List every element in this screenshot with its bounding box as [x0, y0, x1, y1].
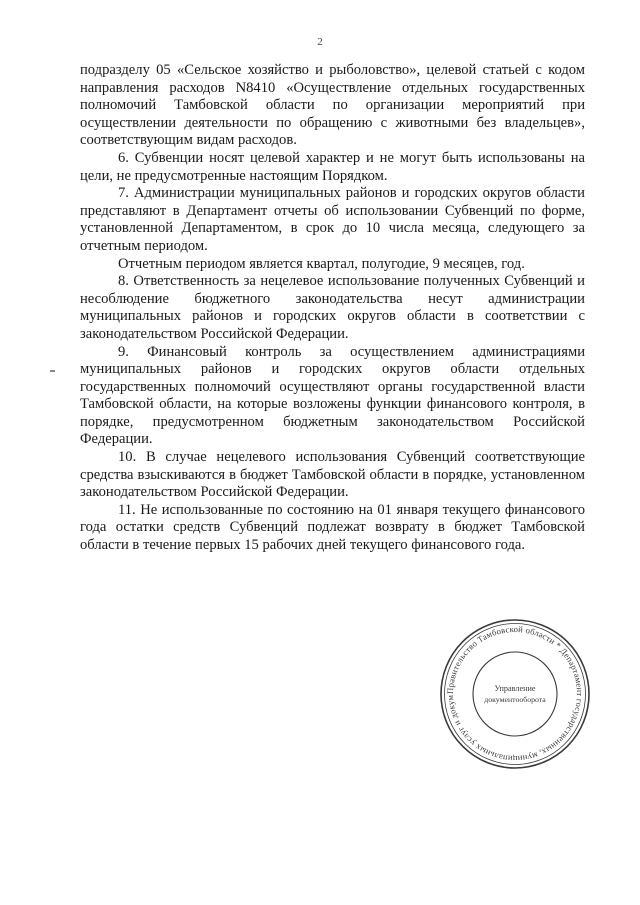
stamp-center-line-1: Управление: [494, 684, 536, 693]
stamp-center-line-2: документооборота: [484, 695, 546, 704]
page-number: 2: [317, 36, 323, 48]
paragraph-7: 7. Администрации муниципальных районов и городских округов области представляют в Департамент отчеты об использовании Субвенций по форме, установленной Департаментом, в срок до 10 числа месяца, следующего за отчетным периодом.: [80, 185, 585, 254]
paragraph-section-05: подразделу 05 «Сельское хозяйство и рыболовство», целевой статьей с кодом направления расходов N8410 «Осуществление отдельных государственных полномочий Тамбовской области по организации мероприятий при осуществлении деятельности по обращению с животными без владельцев», соответствующим видам расходов.: [80, 62, 585, 149]
document-body: [80, 62, 585, 555]
paragraph-11: 11. Не использованные по состоянию на 01 января текущего финансового года остатки средств Субвенций подлежат возврату в бюджет Тамбовской области в течение первых 15 рабочих дней текущего финансового года.: [80, 501, 585, 554]
stamp-seal-icon: [438, 617, 592, 771]
paragraph-9: 9. Финансовый контроль за осуществлением администрациями муниципальных районов и городских округов области отдельных государственных полномочий осуществляют органы государственной власти Тамбовской области, на которые возложены функции финансового контроля, в порядке, предусмотренном бюджетным законодательством Российской Федерации.: [80, 343, 585, 448]
paragraph-10: 10. В случае нецелевого использования Субвенций соответствующие средства взыскиваются в бюджет Тамбовской области в порядке, установленном законодательством Российской Федерации.: [80, 449, 585, 501]
margin-mark: [50, 370, 55, 372]
paragraph-reporting-period: Отчетным периодом является квартал, полугодие, 9 месяцев, год.: [118, 255, 525, 272]
paragraph-6: 6. Субвенции носят целевой характер и не могут быть использованы на цели, не предусмотренные настоящим Порядком.: [80, 149, 585, 184]
paragraph-8: 8. Ответственность за нецелевое использование полученных Субвенций и несоблюдение бюджетного законодательства несут администрации муниципальных районов и городских округов области в соответствии с законодательством Российской Федерации.: [80, 273, 585, 342]
official-stamp: [438, 617, 592, 771]
stamp-ring-text: Правительство Тамбовской области * Департамент государственных, муниципальных услуг и докум: [444, 623, 586, 765]
